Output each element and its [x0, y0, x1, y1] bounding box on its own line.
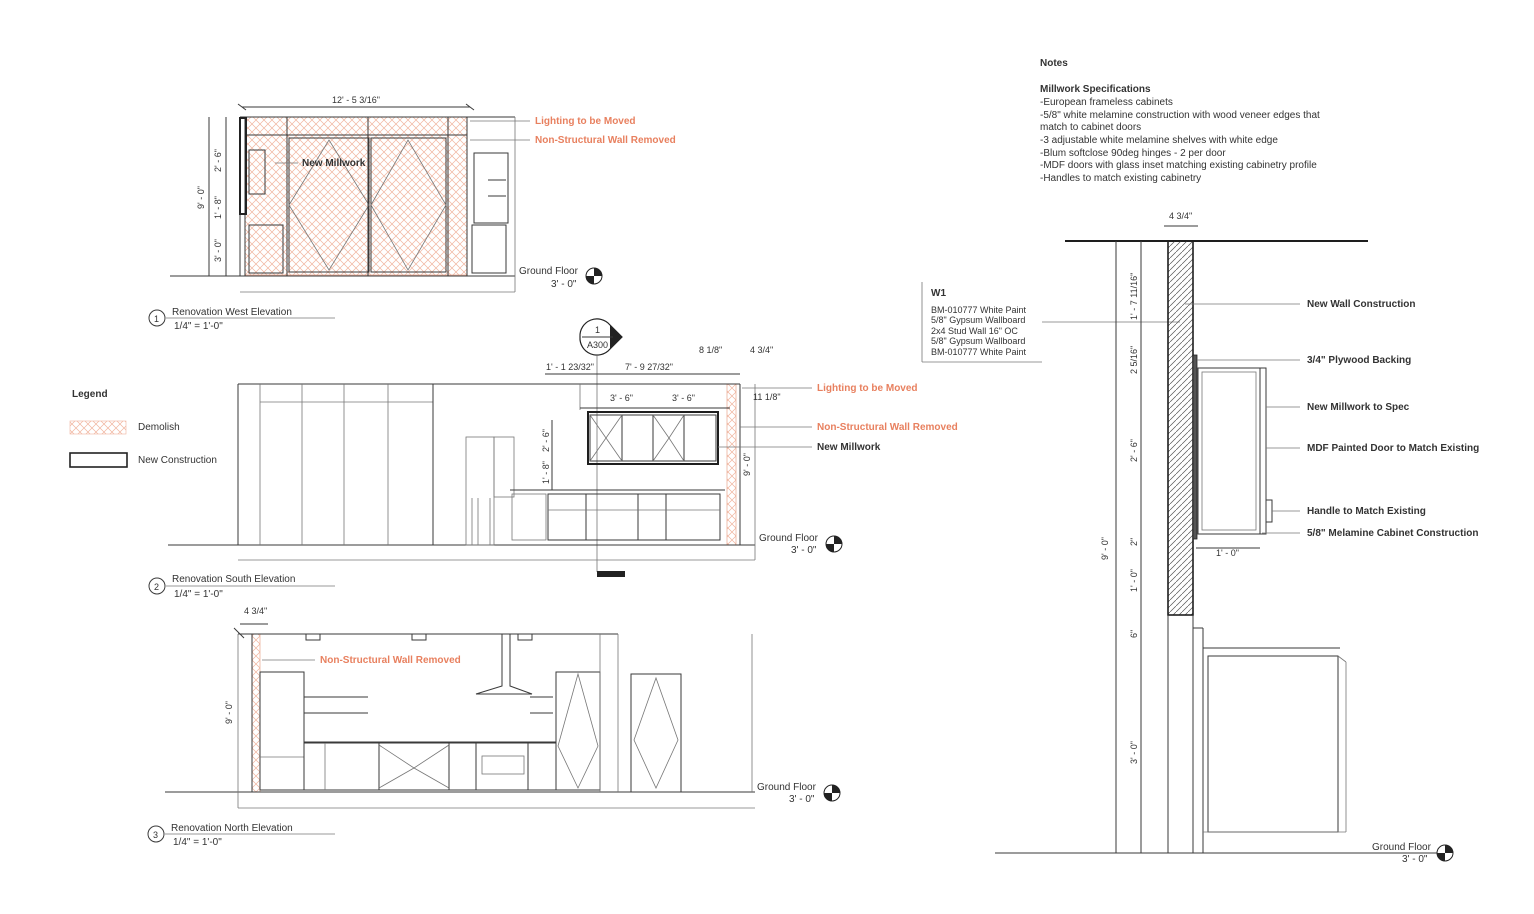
dim-south-upper: 2' - 6" — [541, 429, 551, 452]
section-marker — [580, 319, 625, 577]
dim-north-height: 9' - 0" — [224, 701, 234, 724]
notes-line: -Blum softclose 90deg hinges - 2 per door — [1040, 148, 1226, 159]
label-wall-removed: Non-Structural Wall Removed — [320, 655, 461, 666]
dim-sec-gap: 2" — [1129, 537, 1139, 546]
level-elevation: 3' - 0" — [551, 279, 577, 290]
dim-sec-base: 3' - 0" — [1129, 741, 1139, 764]
level-elevation: 3' - 0" — [789, 794, 815, 805]
notes-block — [1040, 58, 1320, 184]
dim-sec-thick: 4 3/4" — [1169, 211, 1193, 221]
legend-new-construction-label: New Construction — [138, 455, 217, 466]
dim-south-height: 9' - 0" — [742, 453, 752, 476]
north-demolish-strip — [252, 634, 260, 792]
dim-west-upper: 2' - 6" — [213, 149, 223, 172]
notes-heading: Notes — [1040, 58, 1068, 69]
dim-west-base: 3' - 0" — [213, 239, 223, 262]
wall-layer: 5/8" Gypsum Wallboard — [931, 315, 1026, 325]
label-new-wall-construction: New Wall Construction — [1307, 299, 1416, 310]
dim-south-d: 4 3/4" — [750, 345, 774, 355]
dim-sec-backing: 2 5/16" — [1129, 345, 1139, 374]
dim-west-height: 9' - 0" — [196, 186, 206, 209]
dim-sec-depth: 1' - 0" — [1216, 548, 1239, 558]
dim-south-c: 8 1/8" — [699, 345, 723, 355]
dim-sec-total: 9' - 0" — [1100, 537, 1110, 560]
dim-sec-top: 1' - 7 11/16" — [1129, 272, 1139, 320]
legend-title: Legend — [72, 389, 108, 400]
dim-south-a: 1' - 1 23/32" — [546, 362, 594, 372]
notes-line: -3 adjustable white melamine shelves with white edge — [1040, 135, 1278, 146]
wall-layer: BM-010777 White Paint — [931, 305, 1027, 315]
dim-south-g: 11 1/8" — [753, 392, 781, 402]
legend — [70, 389, 217, 467]
view-title: Renovation South Elevation — [172, 574, 296, 585]
dim-west-mid: 1' - 8" — [213, 196, 223, 219]
wall-layer: 5/8" Gypsum Wallboard — [931, 336, 1026, 346]
notes-line: -European frameless cabinets — [1040, 97, 1173, 108]
level-name: Ground Floor — [519, 266, 578, 277]
label-lighting-moved: Lighting to be Moved — [817, 383, 918, 394]
level-elevation: 3' - 0" — [1402, 854, 1428, 865]
notes-line: match to cabinet doors — [1040, 122, 1142, 133]
section-wall-cut — [1168, 241, 1193, 615]
dim-sec-cab: 2' - 6" — [1129, 439, 1139, 462]
dim-south-e: 3' - 6" — [610, 393, 633, 403]
label-new-millwork: New Millwork — [302, 158, 366, 169]
notes-line: -Handles to match existing cabinetry — [1040, 173, 1202, 184]
dim-west-width: 12' - 5 3/16" — [332, 95, 380, 105]
label-mdf-door: MDF Painted Door to Match Existing — [1307, 443, 1480, 454]
south-elevation — [149, 345, 958, 600]
view-title: Renovation West Elevation — [172, 307, 292, 318]
level-name: Ground Floor — [759, 533, 818, 544]
label-wall-removed: Non-Structural Wall Removed — [535, 135, 676, 146]
legend-demolish-label: Demolish — [138, 422, 180, 433]
notes-line: -5/8" white melamine construction with wood veneer edges that — [1040, 110, 1320, 121]
wall-section — [995, 211, 1479, 865]
level-elevation: 3' - 0" — [791, 545, 817, 556]
view-scale: 1/4" = 1'-0" — [174, 321, 223, 332]
view-scale: 1/4" = 1'-0" — [174, 589, 223, 600]
notes-subheading: Millwork Specifications — [1040, 84, 1151, 95]
dim-south-b: 7' - 9 27/32" — [625, 362, 673, 372]
label-wall-removed: Non-Structural Wall Removed — [817, 422, 958, 433]
section-number: 1 — [595, 325, 601, 335]
label-new-millwork: New Millwork — [817, 442, 881, 453]
label-lighting-moved: Lighting to be Moved — [535, 116, 636, 127]
dim-south-f: 3' - 6" — [672, 393, 695, 403]
view-number: 2 — [154, 582, 160, 592]
notes-line: -MDF doors with glass inset matching existing cabinetry profile — [1040, 160, 1317, 171]
legend-new-construction-swatch — [70, 453, 127, 467]
wall-layer: 2x4 Stud Wall 16" OC — [931, 326, 1018, 336]
west-demolish-area — [245, 117, 467, 275]
level-name: Ground Floor — [1372, 842, 1431, 853]
dim-south-mid: 1' - 8" — [541, 461, 551, 484]
wall-type-code: W1 — [931, 288, 946, 299]
dim-sec-lower: 1' - 0" — [1129, 569, 1139, 592]
view-scale: 1/4" = 1'-0" — [173, 837, 222, 848]
west-elevation — [149, 95, 676, 332]
label-plywood-backing: 3/4" Plywood Backing — [1307, 355, 1412, 366]
label-handle: Handle to Match Existing — [1307, 506, 1426, 517]
view-title: Renovation North Elevation — [171, 823, 293, 834]
dim-sec-counter: 6" — [1129, 629, 1139, 638]
label-melamine: 5/8" Melamine Cabinet Construction — [1307, 528, 1479, 539]
section-sheet: A300 — [587, 340, 609, 350]
level-name: Ground Floor — [757, 782, 816, 793]
view-number: 3 — [153, 830, 159, 840]
legend-demolish-swatch — [70, 421, 126, 434]
view-number: 1 — [154, 314, 160, 324]
label-new-millwork-spec: New Millwork to Spec — [1307, 402, 1410, 413]
dim-north-thick: 4 3/4" — [244, 606, 268, 616]
wall-layer: BM-010777 White Paint — [931, 347, 1027, 357]
north-elevation — [148, 606, 840, 848]
